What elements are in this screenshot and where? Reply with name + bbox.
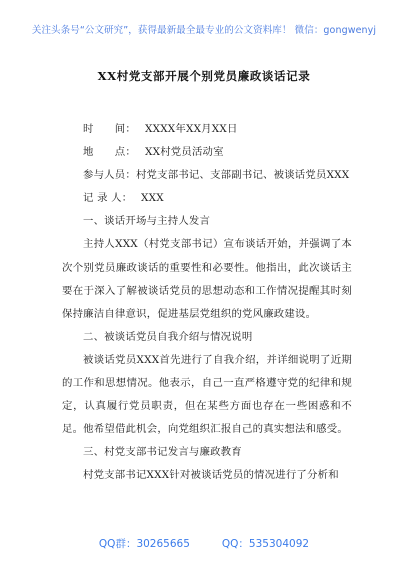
document-title: XX村党支部开展个别党员廉政谈话记录	[97, 69, 311, 83]
time-label: 时 间：	[83, 123, 136, 135]
section-body: 被谈话党员XXX首先进行了自我介绍，并详细说明了近期的工作和思想情况。他表示，自己一直严格遵守党的纪律和规定，认真履行党员职责，但在某些方面也存在一些困惑和不足。他希望借此机会，向党组织汇报自己的真实想法和感受。	[62, 353, 352, 436]
time-value: XXXX年XX月XX日	[145, 123, 238, 135]
recorder-line	[62, 187, 352, 210]
section-heading: 二、被谈话党员自我介绍与情况说明	[83, 330, 253, 343]
recorder-value: XXX	[141, 192, 164, 205]
place-value: XX村党员活动室	[145, 146, 224, 159]
section-body: 主持人XXX（村党支部书记）宣布谈话开始，并强调了本次个别党员廉政谈话的重要性和必要性。他指出，此次谈话主要在于深入了解被谈话党员的思想动态和工作情况提醒其时刻保持廉洁自律意识，促进基层党组织的党风廉政建设。	[62, 238, 352, 320]
place-line	[62, 141, 352, 164]
footer-qq-group: QQ群：30265665	[98, 538, 190, 550]
section-heading: 一、谈话开场与主持人发言	[83, 215, 211, 228]
participants-line: 参与人员：村党支部书记、支部副书记、被谈话党员XXX	[83, 169, 350, 182]
footer-qq: QQ：535304092	[221, 538, 310, 550]
time-line	[62, 118, 352, 141]
section-heading: 三、村党支部书记发言与廉政教育	[83, 446, 242, 459]
place-label: 地 点：	[83, 146, 136, 159]
document-body	[62, 118, 352, 488]
section-body: 村党支部书记XXX针对被谈话党员的情况进行了分析和	[83, 469, 339, 482]
footer-contact	[0, 536, 408, 551]
header-notice: 关注头条号“公文研究”，获得最新最全最专业的公文资料库！ 微信：gongwenyj	[31, 25, 377, 36]
recorder-label: 记 录 人：	[83, 192, 133, 205]
